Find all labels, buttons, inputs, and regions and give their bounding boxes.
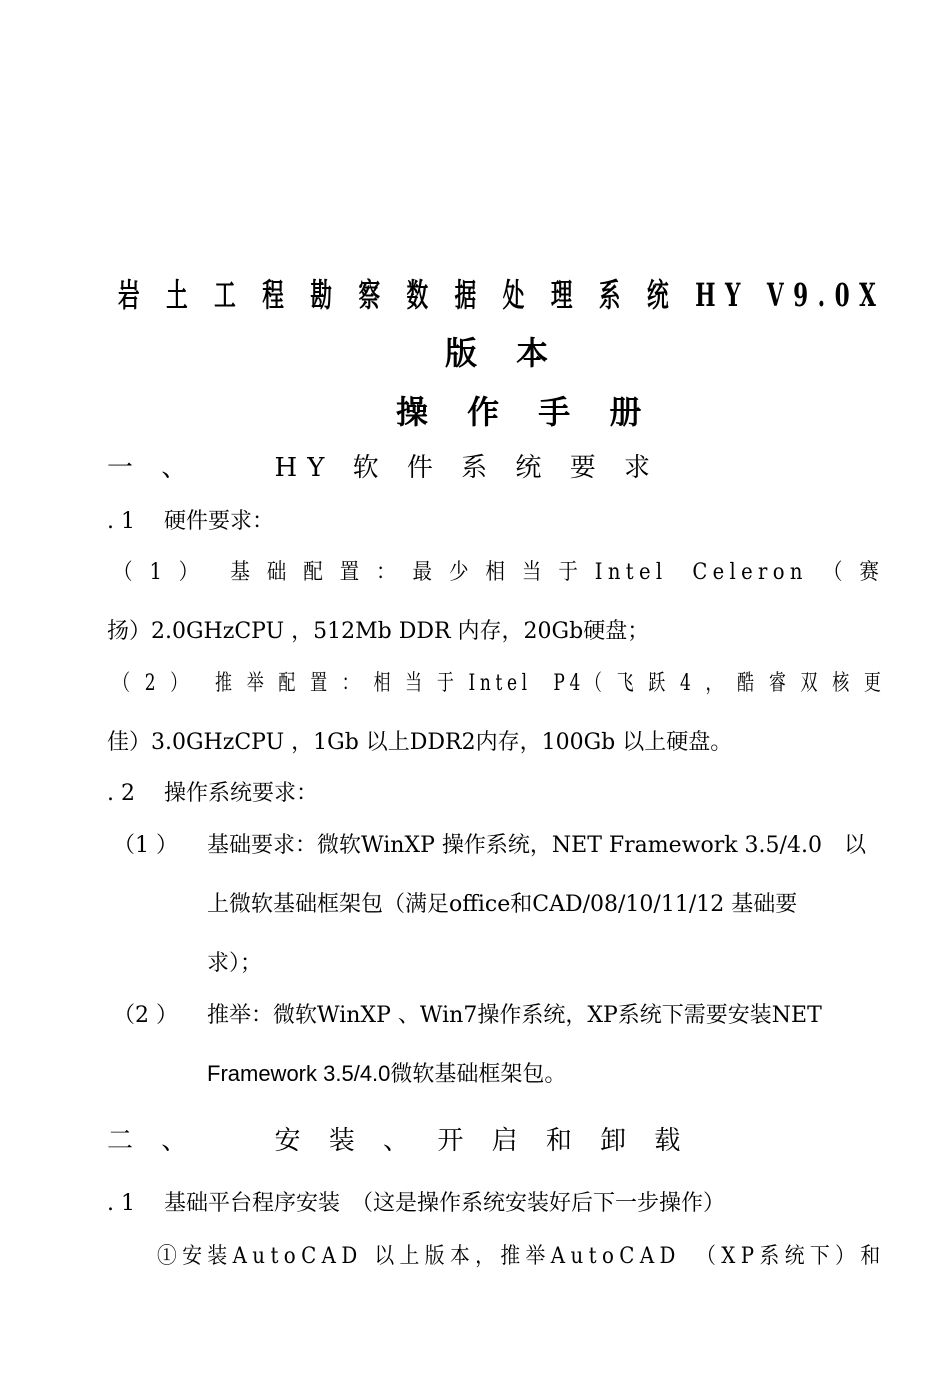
os-recommended-prefix: （2 ）: [113, 1003, 178, 1028]
os-recommended-line1: 推举：微软WinXP 、Win7操作系统，XP系统下需要安装NET: [207, 1003, 822, 1028]
section1-heading: 一 、 HY 软 件 系 统 要 求: [107, 453, 660, 483]
doc-title-line3: 操 作 手 册: [396, 393, 656, 431]
hw-basic-line1: （ 1 ） 基 础 配 置 ： 最 少 相 当 于 Intel Celeron （ 赛: [113, 560, 885, 585]
os-recommended-line2: Framework 3.5/4.0微软基础框架包。: [207, 1061, 567, 1086]
section1-sub1-label: . 1 硬件要求：: [107, 509, 274, 534]
hw-basic-line2: 扬）2.0GHzCPU ，512Mb DDR 内存，20Gb硬盘；: [107, 619, 650, 644]
section1-sub2-label: . 2 操作系统要求：: [107, 781, 318, 806]
os-basic-line2: 上微软基础框架包（满足office和CAD/08/10/11/12 基础要: [207, 892, 798, 917]
doc-title-line2: 版 本: [445, 334, 563, 372]
section2-heading: 二 、 安 装 、 开 启 和 卸 载: [107, 1126, 691, 1156]
os-basic-line1: 基础要求：微软WinXP 操作系统，NET Framework 3.5/4.0 以: [207, 833, 866, 858]
install-step1-line1: ①安装AutoCAD 以上版本，推举AutoCAD （XP系统下）和: [157, 1244, 886, 1269]
doc-title-line1: 岩 土 工 程 勘 察 数 据 处 理 系 统 HY V9.0X: [118, 276, 886, 314]
hw-recommended-line1: （ 2 ） 推 举 配 置 ： 相 当 于 Intel P4（ 飞 跃 4 ， 酷 睿 双 核 更: [113, 671, 886, 696]
os-basic-line3: 求）；: [207, 951, 263, 976]
section2-sub1-label: . 1 基础平台程序安装 （这是操作系统安装好后下一步操作）: [107, 1191, 725, 1216]
hw-recommended-line2: 佳）3.0GHzCPU ，1Gb 以上DDR2内存，100Gb 以上硬盘。: [107, 730, 733, 755]
os-basic-prefix: （1 ）: [113, 833, 178, 858]
